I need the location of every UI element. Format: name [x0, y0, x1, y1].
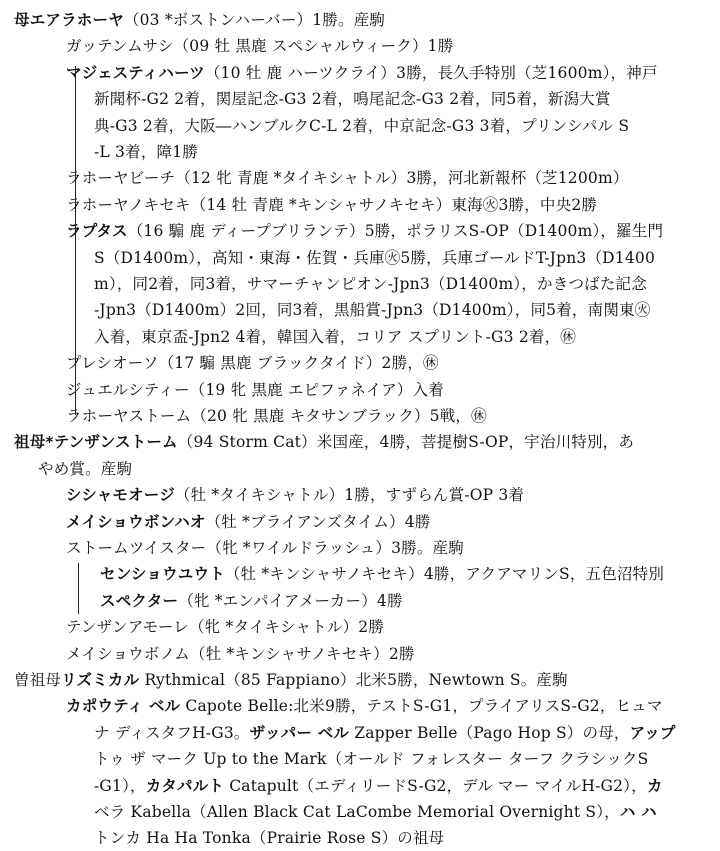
grand-offspring-name: センショウユウト — [100, 565, 225, 584]
offspring-continuation — [94, 297, 650, 323]
offspring-continuation — [94, 271, 647, 297]
offspring-info: （10 牡 鹿 ハーツクライ）3勝，長久手特別（芝1600m），神戸 — [204, 63, 658, 82]
great-granddam-continuation — [94, 799, 657, 825]
granddam-offspring-info: （牡 *キンシャサノキセキ）2勝 — [189, 644, 415, 663]
offspring-info: m），同2着，同3着，サマーチャンピオン-Jpn3（D1400m），かきつばた記念 — [94, 275, 647, 293]
descendant-info: -G1）， — [94, 776, 146, 795]
grand-offspring-entry — [100, 561, 664, 587]
great-granddam-continuation — [94, 746, 649, 772]
granddam-offspring-name: メイショウボンハオ — [66, 512, 206, 531]
descendant-name: カ — [646, 776, 663, 795]
descendant-info: Zapper Belle（Pago Hop S）の母， — [349, 723, 630, 742]
granddam-info: やめ賞。産駒 — [38, 459, 133, 478]
offspring-info: （14 牡 青鹿 *キンシャサノキセキ）東海㊋3勝，中央2勝 — [190, 195, 598, 214]
offspring-continuation — [94, 113, 629, 139]
granddam-offspring-name: テンザンアモーレ — [66, 618, 189, 637]
offspring-name: ラプタス — [66, 222, 128, 241]
descendant-info: トンカ — [94, 829, 142, 848]
offspring-info: 典-G3 2着，大阪―ハンブルクC-L 2着，中京記念-G3 3着，プリンシパル S — [94, 116, 630, 135]
dam-info: （03 *ボストンハーバー）1勝。産駒 — [123, 11, 386, 29]
descendant-info: ベラ — [94, 803, 126, 821]
descendant-info: ナ ディスタフH-G3。 — [94, 723, 250, 742]
granddam-offspring-name: ストームツイスター — [66, 539, 207, 557]
granddam-name: *テンザンストーム — [45, 433, 178, 452]
offspring-entry — [66, 33, 453, 59]
granddam-info: （94 Storm Cat）米国産，4勝，菩提樹S-OP，宇治川特別，あ — [177, 433, 635, 452]
descendant-name: カタパルト — [145, 776, 225, 795]
offspring-continuation — [94, 86, 611, 112]
great-granddam-header — [14, 667, 568, 693]
granddam-offspring-info: （牝 *ワイルドラッシュ）3勝。産駒 — [206, 539, 464, 557]
granddam-offspring-info: （牝 *タイキシャトル）2勝 — [188, 618, 385, 637]
offspring-info: （20 牝 黒鹿 キタサンブラック）5戦，㊡ — [191, 407, 487, 425]
granddam-continuation — [38, 456, 132, 482]
offspring-name: ラホーヤビーチ — [66, 169, 176, 188]
granddam-label: 祖母 — [14, 433, 46, 452]
offspring-name: プレシオーソ — [66, 354, 159, 373]
great-granddam-name: リズミカル — [61, 671, 140, 689]
descendant-info: Ha Ha Tonka（Prairie Rose S）の祖母 — [141, 829, 445, 848]
dam-header — [14, 7, 385, 33]
grand-offspring-info: （牡 *キンシャサノキセキ）4勝，アクアマリンS，五色沼特別 — [224, 565, 665, 584]
great-granddam-continuation — [94, 825, 444, 851]
offspring-continuation — [94, 139, 198, 165]
descendant-name: ザッパー ベル — [249, 723, 350, 742]
offspring-entry — [66, 377, 444, 403]
descendant-info: Catapult（エディリードS-G2，デル マー マイルH-G2）， — [224, 776, 647, 795]
offspring-entry — [66, 218, 663, 244]
grand-offspring-entry — [100, 588, 403, 614]
dam-name: エアラホーヤ — [29, 11, 124, 29]
offspring-info: （17 騸 黒鹿 ブラックタイド）2勝，㊡ — [158, 354, 439, 373]
offspring-info: （16 騸 鹿 ディープブリランテ）5勝，ポラリスS-OP（D1400m），羅生門 — [127, 222, 664, 241]
offspring-entry — [66, 350, 439, 376]
offspring-bracket-line — [75, 66, 76, 415]
great-granddam-offspring-entry — [66, 693, 663, 719]
descendant-name: ハ ハ — [619, 803, 657, 821]
grand-offspring-name: スペクター — [100, 591, 179, 610]
descendant-name: アップ — [629, 723, 676, 742]
grand-offspring-info: （牝 *エンパイアメーカー）4勝 — [178, 591, 403, 610]
offspring-name: マジェスティハーツ — [66, 63, 205, 82]
descendant-info: Capote Belle:北米9勝，テストS-G1，プライアリスS-G2，ヒュマ — [180, 697, 663, 716]
offspring-info: 入着，東京盃-Jpn2 4着，韓国入着，コリア スプリント-G3 2着，㊡ — [94, 327, 576, 346]
granddam-offspring-entry — [66, 509, 431, 535]
dam-label: 母 — [14, 11, 30, 29]
granddam-offspring-info: （牡 *ブライアンズタイム）4勝 — [205, 512, 431, 531]
great-granddam-info: Rythmical（85 Fappiano）北米5勝，Newtown S。産駒 — [139, 671, 568, 689]
offspring-info: （09 牡 黒鹿 スペシャルウィーク）1勝 — [173, 37, 454, 56]
offspring-name: ガッテンムサシ — [66, 37, 174, 56]
offspring-continuation — [94, 324, 576, 350]
great-granddam-label: 曽祖母 — [14, 671, 62, 689]
offspring-entry — [66, 403, 487, 429]
offspring-entry — [66, 192, 597, 218]
offspring-info: （19 牝 黒鹿 エピファネイア）入着 — [189, 380, 444, 399]
granddam-offspring-entry — [66, 482, 524, 508]
offspring-entry — [66, 165, 629, 191]
granddam-offspring-entry — [66, 641, 415, 667]
offspring-continuation — [94, 245, 655, 271]
grand-offspring-bracket-line — [78, 563, 79, 614]
offspring-info: -L 3着，障1勝 — [94, 143, 198, 161]
descendant-name: カポウティ ベル — [66, 697, 181, 716]
granddam-offspring-entry — [66, 614, 384, 640]
granddam-offspring-name: メイショウボノム — [66, 644, 190, 663]
offspring-name: ラホーヤノキセキ — [66, 195, 191, 214]
offspring-name: ジュエルシティー — [66, 380, 190, 399]
descendant-info: Up to the Mark（オールド フォレスター ターフ クラシックS — [198, 750, 649, 769]
offspring-name: ラホーヤストーム — [66, 407, 192, 425]
granddam-header — [14, 429, 634, 455]
great-granddam-continuation — [94, 773, 663, 799]
offspring-info: （12 牝 青鹿 *タイキシャトル）3勝，河北新報杯（芝1200m） — [175, 169, 629, 188]
great-granddam-continuation — [94, 720, 676, 746]
offspring-info: 新聞杯-G2 2着，関屋記念-G3 2着，鳴尾記念-G3 2着，同5着，新潟大賞 — [94, 90, 611, 109]
offspring-entry — [66, 60, 658, 86]
offspring-info: -Jpn3（D1400m）2回，同3着，黒船賞-Jpn3（D1400m），同5着，南関東㊋ — [94, 301, 651, 320]
granddam-offspring-name: シシャモオージ — [66, 486, 175, 505]
granddam-offspring-entry — [66, 535, 464, 561]
granddam-offspring-info: （牡 *タイキシャトル）1勝，すずらん賞-OP 3着 — [174, 486, 525, 505]
descendant-info: Kabella（Allen Black Cat LaCombe Memorial Overnight S）， — [125, 803, 620, 821]
descendant-info: トゥ ザ マーク — [94, 750, 199, 769]
offspring-info: S（D1400m），高知・東海・佐賀・兵庫㊋5勝，兵庫ゴールドT-Jpn3（D1400 — [94, 248, 656, 267]
